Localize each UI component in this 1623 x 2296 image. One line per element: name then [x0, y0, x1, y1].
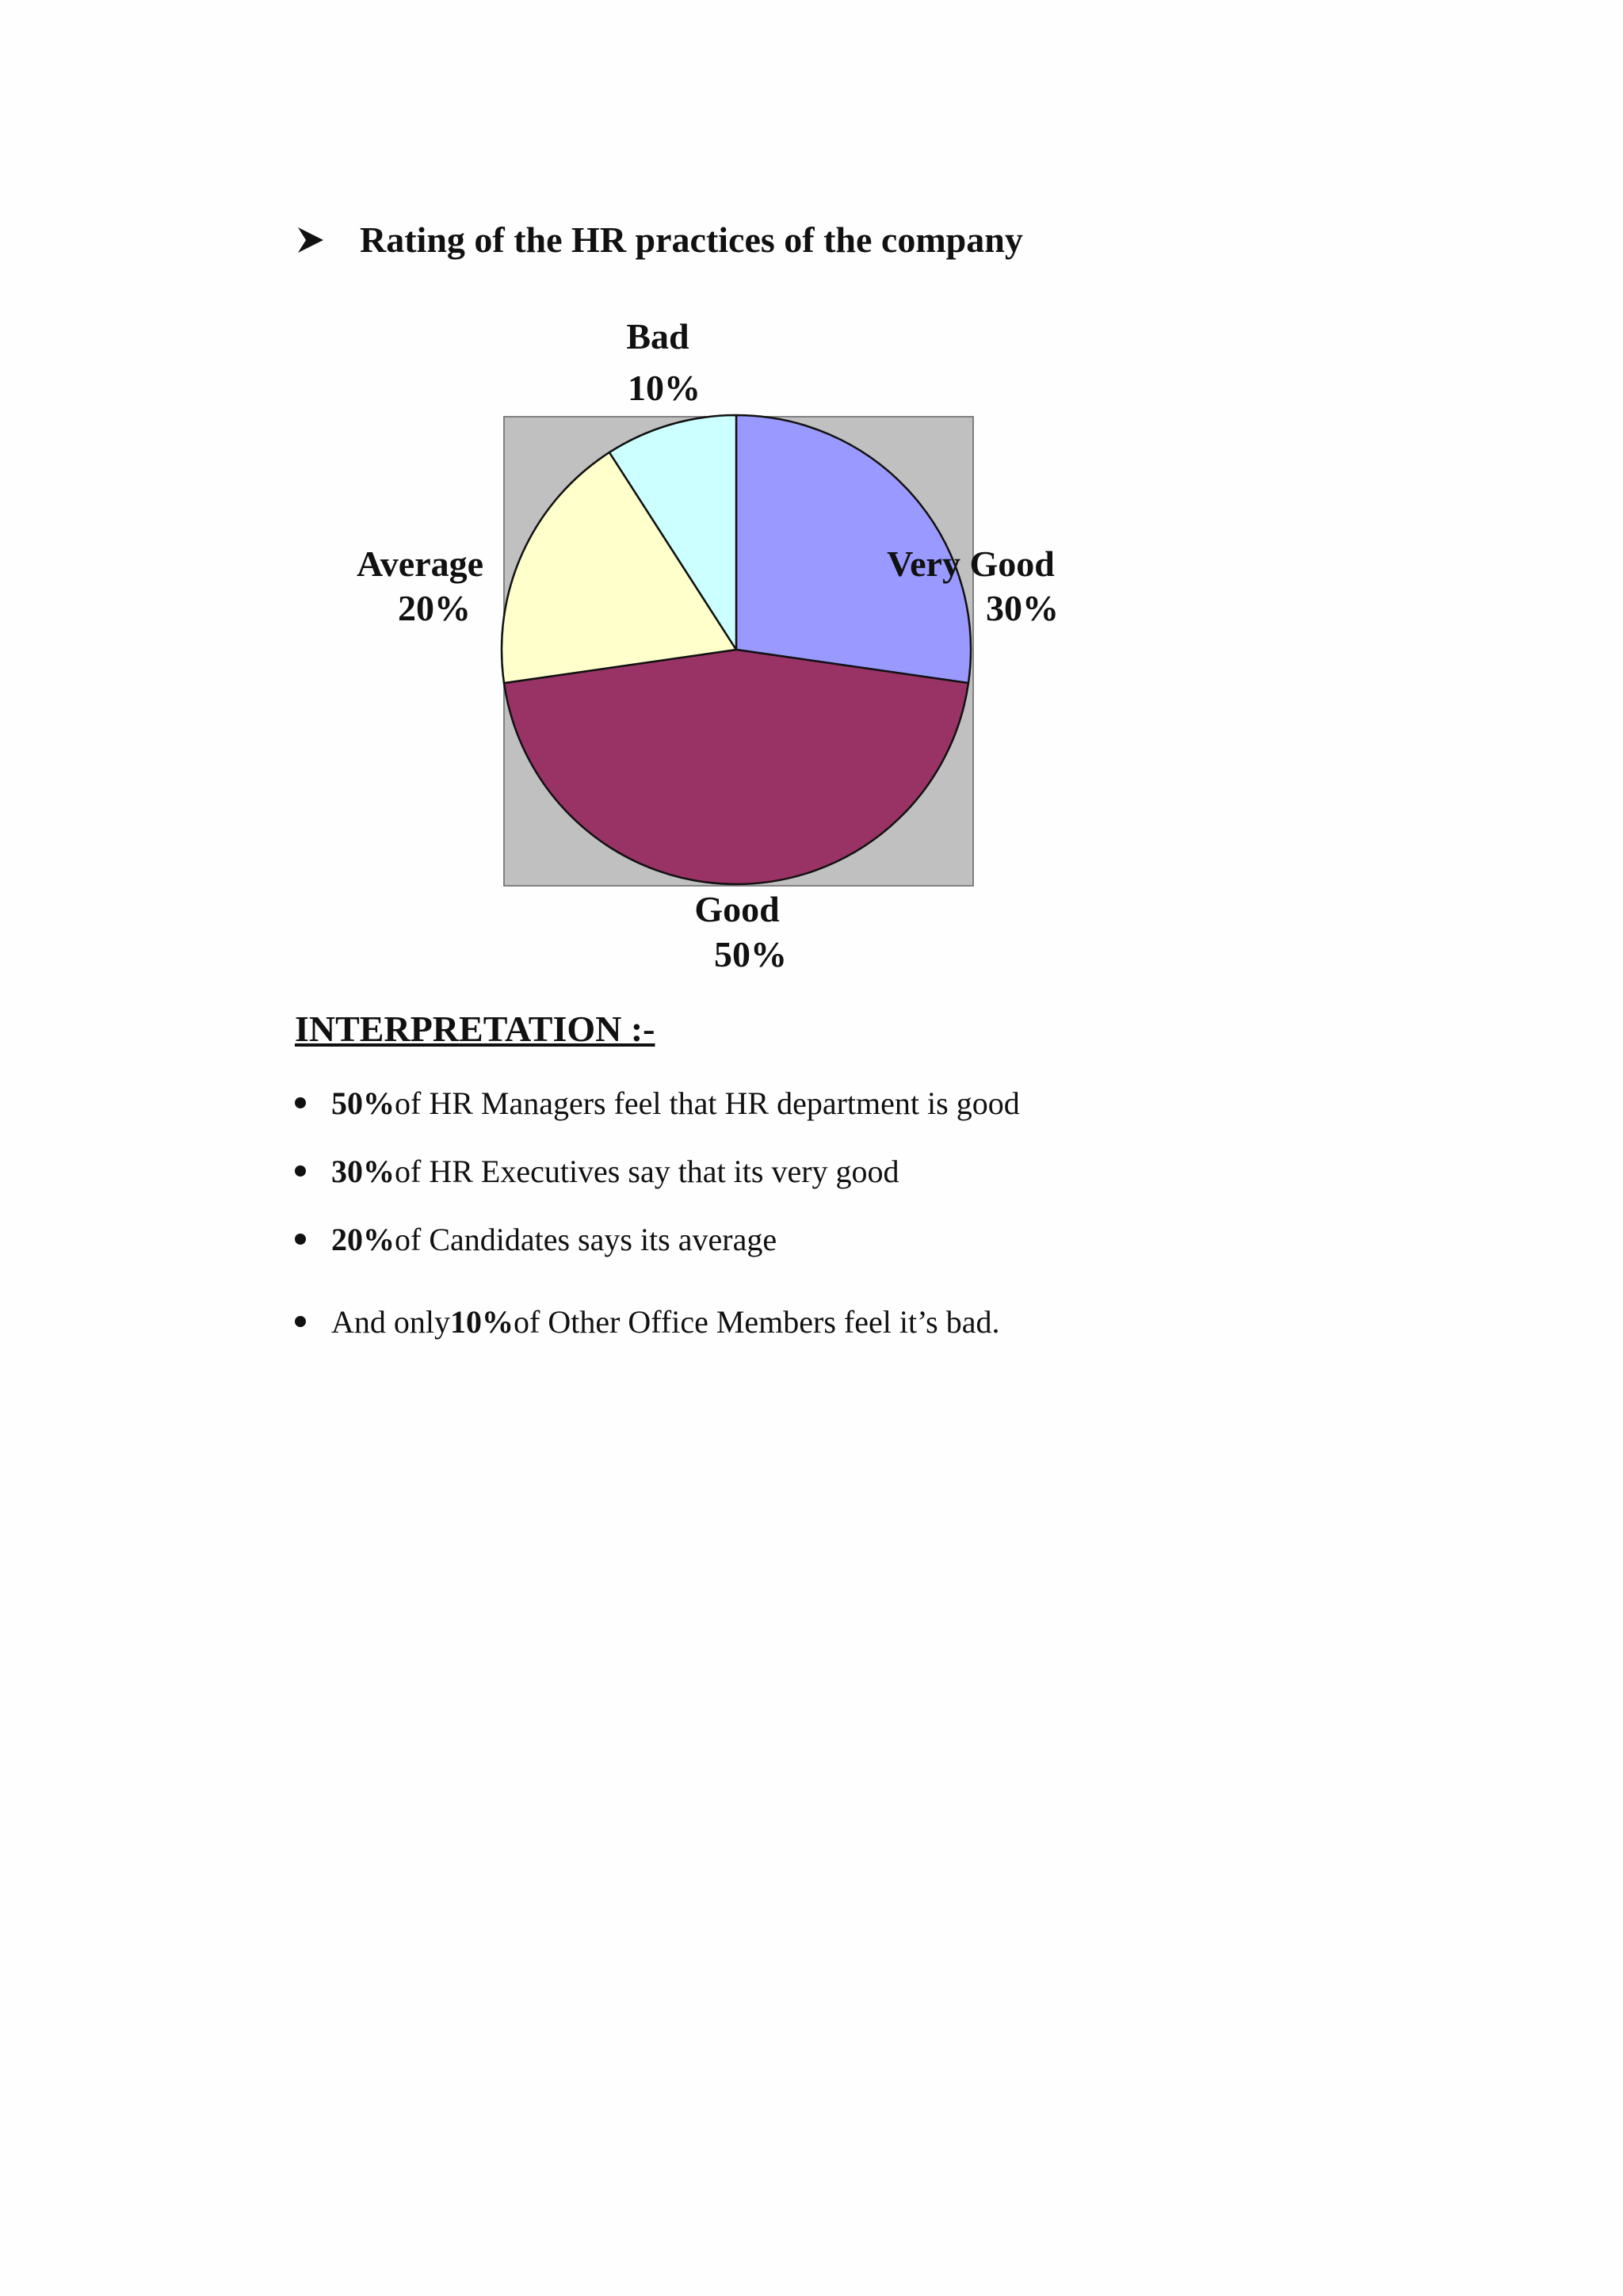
pie-chart: [0, 0, 1623, 982]
slice-name-label: Very Good: [887, 543, 1055, 584]
slice-name-label: Good: [694, 889, 780, 929]
interpretation-point: 50% of HR Managers feel that HR department is good: [295, 1079, 1020, 1127]
interpretation-point: And only 10% of Other Office Members feel it’s bad.: [295, 1298, 1020, 1345]
interpretation-point: 30% of HR Executives say that its very good: [295, 1147, 1020, 1195]
slice-value-label: 10%: [628, 368, 701, 408]
slice-name-label: Bad: [626, 316, 689, 357]
bullet-dot-icon: [295, 1097, 306, 1108]
bullet-dot-icon: [295, 1234, 306, 1245]
slice-value-label: 50%: [714, 934, 787, 974]
interpretation-point: 20% of Candidates says its average: [295, 1215, 1020, 1263]
interpretation-title: INTERPRETATION :-: [295, 1009, 655, 1049]
slice-value-label: 30%: [986, 588, 1059, 628]
interpretation-list: [295, 1079, 1020, 1345]
heading-title: Rating of the HR practices of the company: [360, 219, 1023, 260]
slice-value-label: 20%: [398, 588, 471, 628]
slice-name-label: Average: [356, 543, 484, 584]
bullet-dot-icon: [295, 1165, 306, 1177]
bullet-dot-icon: [295, 1316, 306, 1327]
